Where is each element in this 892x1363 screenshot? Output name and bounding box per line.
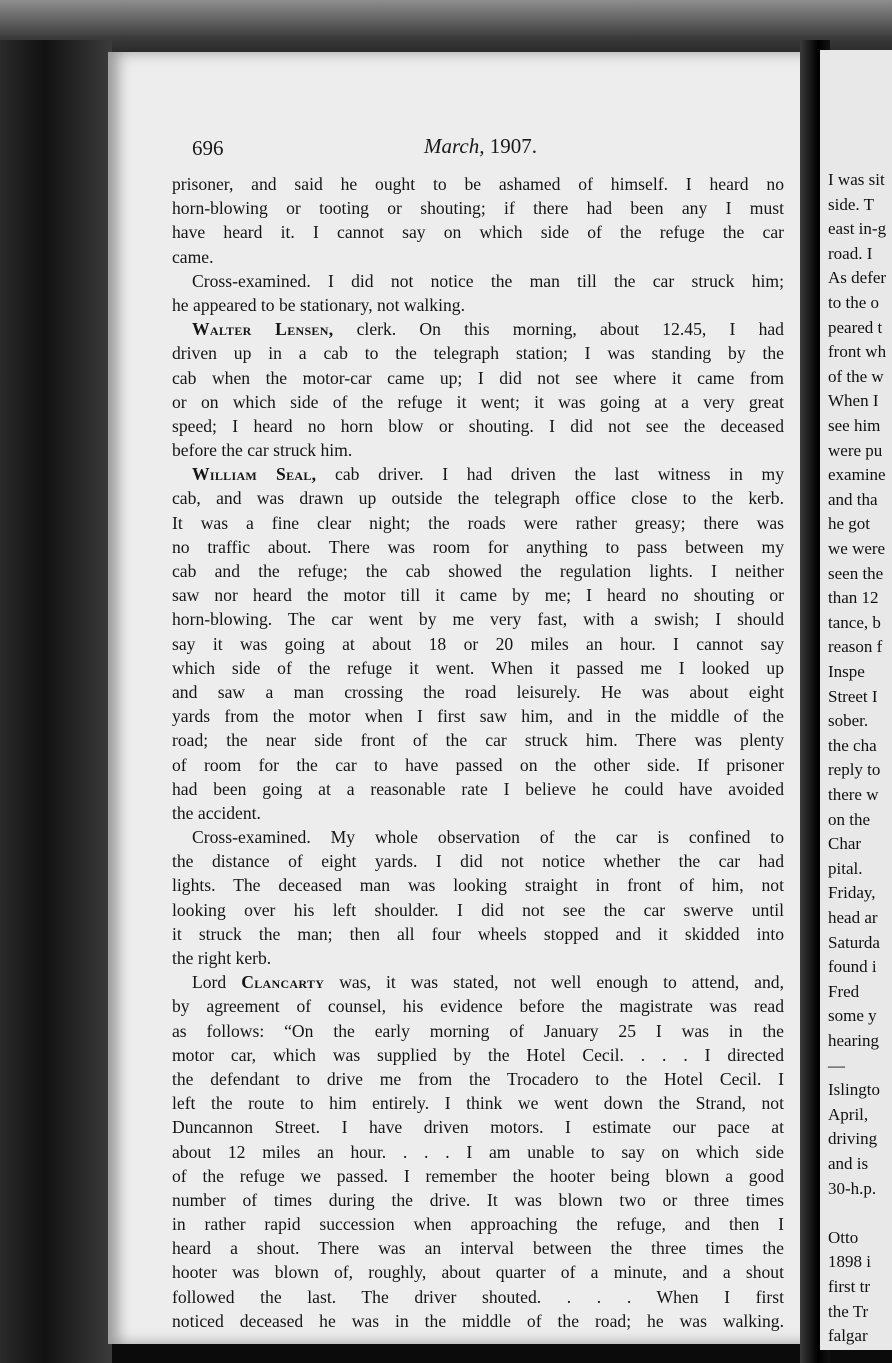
text-line bbox=[172, 1091, 784, 1115]
facing-page-line: pital. bbox=[828, 858, 863, 878]
text-line bbox=[172, 753, 784, 777]
text-line bbox=[172, 1115, 784, 1139]
facing-page-line: — bbox=[828, 1055, 845, 1075]
text-run: the right kerb. bbox=[172, 948, 272, 968]
page-number: 696 bbox=[192, 136, 224, 160]
facing-page-line: falgar bbox=[828, 1326, 868, 1346]
text-run: cab, and was drawn up outside the telegraph office close to the kerb. bbox=[172, 488, 784, 509]
facing-page-line: there w bbox=[828, 785, 879, 804]
text-line bbox=[172, 1140, 784, 1164]
text-line bbox=[172, 680, 784, 704]
text-line bbox=[172, 1067, 784, 1091]
text-run: number of times during the drive. It was blown two or three times bbox=[172, 1189, 784, 1210]
text-run: motor car, which was supplied by the Hotel Cecil. . . . I directed bbox=[172, 1044, 784, 1065]
text-line bbox=[172, 1164, 784, 1188]
facing-page-line: and is bbox=[828, 1154, 869, 1173]
text-run: he appeared to be stationary, not walking. bbox=[172, 294, 465, 315]
text-line bbox=[172, 970, 784, 994]
facing-page-line: Street I bbox=[828, 686, 878, 706]
text-line bbox=[172, 873, 784, 897]
text-run: speed; I heard no horn blow or shouting. I did not see the deceased bbox=[172, 415, 784, 436]
facing-page-line: reason f bbox=[828, 637, 883, 657]
text-run: no traffic about. There was room for anything to pass between my bbox=[172, 536, 784, 557]
text-line bbox=[172, 535, 784, 559]
text-run: Cross-examined. My whole observation of the car is confined to bbox=[192, 827, 784, 848]
text-line bbox=[172, 245, 784, 269]
text-run: which side of the refuge it went. When it passed me I looked up bbox=[172, 657, 784, 678]
text-line bbox=[172, 559, 784, 583]
text-line bbox=[172, 486, 784, 510]
facing-page-line: first tr bbox=[828, 1277, 871, 1296]
body-text bbox=[172, 172, 784, 1333]
text-line bbox=[172, 438, 784, 462]
text-line bbox=[172, 220, 784, 244]
facing-page-line: sober. bbox=[828, 711, 869, 731]
facing-page-fragment bbox=[820, 50, 892, 1350]
text-line bbox=[172, 462, 784, 486]
text-run: it struck the man; then all four wheels stopped and it skidded into bbox=[172, 923, 784, 944]
running-head-month: March, bbox=[424, 134, 485, 158]
facing-page-line: side. T bbox=[828, 194, 874, 214]
text-line bbox=[172, 196, 784, 220]
text-line bbox=[172, 1212, 784, 1236]
facing-page-line: Islingto bbox=[828, 1080, 880, 1100]
text-run: was, it was stated, not well enough to attend, and, bbox=[324, 972, 784, 993]
book-page bbox=[108, 52, 812, 1344]
facing-page-line: see him bbox=[828, 416, 881, 435]
facing-page-line: peared t bbox=[828, 317, 883, 337]
text-line bbox=[172, 1260, 784, 1284]
facing-page-line: than 12 bbox=[828, 588, 879, 608]
text-run: road; the near side front of the car struck him. There was plenty bbox=[172, 730, 784, 751]
text-line bbox=[172, 777, 784, 801]
facing-page-line: seen the bbox=[828, 563, 884, 583]
facing-page-line: Otto bbox=[828, 1227, 859, 1247]
facing-page-line: some y bbox=[828, 1006, 877, 1026]
text-run: by agreement of counsel, his evidence before the magistrate was read bbox=[172, 996, 784, 1017]
text-line bbox=[172, 1188, 784, 1212]
text-run: heard a shout. There was an interval between the three times the bbox=[172, 1238, 784, 1259]
text-run: of room for the car to have passed on the other side. If prisoner bbox=[172, 754, 784, 775]
witness-name: Walter Lensen, bbox=[192, 319, 334, 340]
facing-page-line: of the w bbox=[828, 366, 884, 386]
text-run: in rather rapid succession when approaching the refuge, and then I bbox=[172, 1214, 784, 1235]
text-line bbox=[172, 825, 784, 849]
facing-page-line: reply to bbox=[828, 760, 881, 780]
text-run: and saw a man crossing the road leisurely. He was about eight bbox=[172, 681, 784, 702]
text-line bbox=[172, 293, 784, 317]
facing-page-line: Friday, bbox=[828, 883, 876, 903]
book-page-edges bbox=[0, 40, 112, 1363]
facing-page-line: to the o bbox=[828, 293, 879, 312]
text-line bbox=[172, 632, 784, 656]
text-line bbox=[172, 849, 784, 873]
text-line bbox=[172, 1285, 784, 1309]
text-run: Cross-examined. I did not notice the man till the car struck him; bbox=[192, 270, 784, 291]
text-line bbox=[172, 898, 784, 922]
facing-page-line: 1898 i bbox=[828, 1252, 871, 1272]
facing-page-line: east in-g bbox=[828, 219, 887, 239]
text-run: horn-blowing or tooting or shouting; if there had been any I must bbox=[172, 198, 784, 219]
facing-page-line: examine bbox=[828, 465, 886, 485]
text-run: cab when the motor-car came up; I did not see where it came from bbox=[172, 367, 784, 388]
text-run: yards from the motor when I first saw him, and in the middle of the bbox=[172, 706, 784, 727]
text-line bbox=[172, 656, 784, 680]
text-line bbox=[172, 390, 784, 414]
text-run: Duncannon Street. I have driven motors. I estimate our pace at bbox=[172, 1117, 784, 1138]
text-run: cab driver. I had driven the last witness in my bbox=[316, 464, 785, 485]
text-line bbox=[172, 1236, 784, 1260]
text-line bbox=[172, 728, 784, 752]
text-line bbox=[172, 511, 784, 535]
running-head bbox=[424, 134, 537, 159]
witness-name: Clancarty bbox=[241, 972, 325, 993]
text-run: the defendant to drive me from the Trocadero to the Hotel Cecil. I bbox=[172, 1068, 784, 1089]
facing-page-line: we were bbox=[828, 539, 886, 558]
text-line bbox=[172, 1019, 784, 1043]
facing-page-line: Char bbox=[828, 834, 862, 854]
text-run: have heard it. I cannot say on which side of the refuge the car bbox=[172, 222, 784, 243]
text-run: say it was going at about 18 or 20 miles an hour. I cannot say bbox=[172, 633, 784, 654]
running-head-year: 1907. bbox=[484, 134, 537, 158]
facing-page-line: and tha bbox=[828, 489, 878, 509]
text-line bbox=[172, 269, 784, 293]
text-run: clerk. On this morning, about 12.45, I had bbox=[333, 319, 784, 340]
text-run: horn-blowing. The car went by me very fast, with a swish; I should bbox=[172, 609, 784, 630]
text-run: looking over his left shoulder. I did not see the car swerve until bbox=[172, 899, 784, 920]
facing-page-line: were pu bbox=[828, 440, 883, 460]
facing-page-line: he got bbox=[828, 514, 871, 534]
text-run: noticed deceased he was in the middle of the road; he was walking. bbox=[172, 1310, 784, 1331]
facing-page-line: Fred bbox=[828, 981, 860, 1001]
facing-page-line: on the bbox=[828, 809, 871, 829]
text-run: the distance of eight yards. I did not notice whether the car had bbox=[172, 851, 784, 872]
text-run: lights. The deceased man was looking straight in front of him, not bbox=[172, 875, 784, 896]
text-line bbox=[172, 607, 784, 631]
text-line bbox=[172, 704, 784, 728]
text-run: It was a fine clear night; the roads were rather greasy; there was bbox=[172, 512, 784, 533]
facing-page-line: front wh bbox=[828, 342, 887, 362]
text-run: had been going at a reasonable rate I believe he could have avoided bbox=[172, 778, 784, 799]
text-line bbox=[172, 341, 784, 365]
witness-name: William Seal, bbox=[192, 464, 317, 485]
text-run: prisoner, and said he ought to be ashamed of himself. I heard no bbox=[172, 174, 784, 194]
text-run: before the car struck him. bbox=[172, 440, 353, 461]
text-run: Lord bbox=[192, 972, 242, 993]
text-line bbox=[172, 946, 784, 970]
facing-page-line: Saturda bbox=[828, 932, 880, 952]
facing-page-line: driving bbox=[828, 1129, 878, 1149]
text-line bbox=[172, 414, 784, 438]
text-run: as follows: “On the early morning of January 25 I was in the bbox=[172, 1020, 784, 1041]
text-run: left the route to him entirely. I think we went down the Strand, not bbox=[172, 1093, 784, 1114]
text-run: followed the last. The driver shouted. . . . When I first bbox=[172, 1286, 784, 1307]
text-line bbox=[172, 922, 784, 946]
text-line bbox=[172, 801, 784, 825]
text-run: came. bbox=[172, 246, 214, 267]
facing-page-line: road. I bbox=[828, 243, 873, 263]
text-run: cab and the refuge; the cab showed the regulation lights. I neither bbox=[172, 561, 784, 581]
text-run: the accident. bbox=[172, 802, 261, 823]
text-line bbox=[172, 994, 784, 1018]
facing-page-line: As defer bbox=[828, 268, 887, 288]
text-run: of the refuge we passed. I remember the hooter being blown a good bbox=[172, 1165, 784, 1186]
facing-page-line: head ar bbox=[828, 908, 878, 927]
facing-page-line: found i bbox=[828, 957, 877, 977]
text-run: or on which side of the refuge it went; it was going at a very great bbox=[172, 391, 784, 412]
facing-page-line: the cha bbox=[828, 735, 877, 755]
text-line bbox=[172, 1043, 784, 1067]
facing-page-line: April, bbox=[828, 1104, 869, 1124]
text-run: saw nor heard the motor till it came by me; I heard no shouting or bbox=[172, 585, 784, 606]
facing-page-line: Inspe bbox=[828, 662, 865, 681]
facing-page-line: I was sit bbox=[828, 170, 885, 189]
text-line bbox=[172, 1309, 784, 1333]
facing-page-line: the Tr bbox=[828, 1301, 869, 1321]
text-line bbox=[172, 317, 784, 341]
text-run: about 12 miles an hour. . . . I am unable to say on which side bbox=[172, 1141, 784, 1162]
text-line bbox=[172, 366, 784, 390]
text-run: driven up in a cab to the telegraph station; I was standing by the bbox=[172, 343, 784, 364]
facing-page-line: When I bbox=[828, 391, 879, 411]
facing-page-line: hearing bbox=[828, 1031, 879, 1050]
text-line bbox=[172, 172, 784, 196]
facing-page-line: tance, b bbox=[828, 612, 881, 632]
text-line bbox=[172, 583, 784, 607]
facing-page-line: 30-h.p. bbox=[828, 1178, 877, 1198]
text-run: hooter was blown of, roughly, about quarter of a minute, and a shout bbox=[172, 1262, 784, 1283]
